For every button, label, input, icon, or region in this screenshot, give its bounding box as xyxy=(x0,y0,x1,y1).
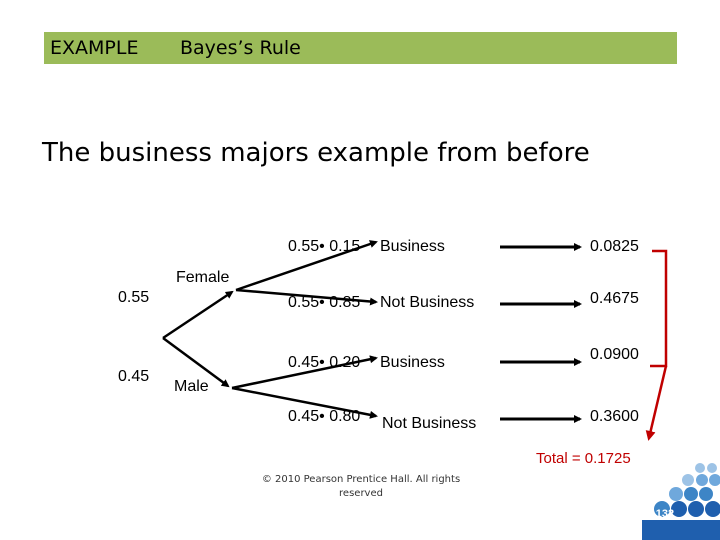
calc-row-1: 0.55• 0.15 xyxy=(288,238,361,255)
total-bracket xyxy=(650,251,666,366)
banner-title: Bayes’s Rule xyxy=(180,37,301,59)
label-male: Male xyxy=(174,378,209,395)
outcome-row-4: Not Business xyxy=(382,415,477,432)
slide-subtitle: The business majors example from before xyxy=(42,138,590,168)
outcome-row-1: Business xyxy=(380,238,445,255)
branch-female xyxy=(163,292,232,338)
total-bracket-arrow xyxy=(649,366,666,438)
result-row-3: 0.0900 xyxy=(590,346,639,363)
pearson-logo-graphic xyxy=(638,458,720,540)
banner-example-label: EXAMPLE xyxy=(50,37,139,59)
result-row-4: 0.3600 xyxy=(590,408,639,425)
slide-number: 5-132 xyxy=(646,508,675,520)
calc-row-2: 0.55• 0.85 xyxy=(288,294,361,311)
outcome-row-2: Not Business xyxy=(380,294,475,311)
calc-row-4: 0.45• 0.80 xyxy=(288,408,361,425)
result-row-1: 0.0825 xyxy=(590,238,639,255)
prob-male: 0.45 xyxy=(118,368,150,385)
total-probability: Total = 0.1725 xyxy=(536,450,631,467)
copyright-notice: © 2010 Pearson Prentice Hall. All rights reserved xyxy=(261,474,461,499)
label-female: Female xyxy=(176,269,230,286)
calc-row-3: 0.45• 0.20 xyxy=(288,354,361,371)
result-row-2: 0.4675 xyxy=(590,290,639,307)
prob-female: 0.55 xyxy=(118,289,150,306)
outcome-row-3: Business xyxy=(380,354,445,371)
